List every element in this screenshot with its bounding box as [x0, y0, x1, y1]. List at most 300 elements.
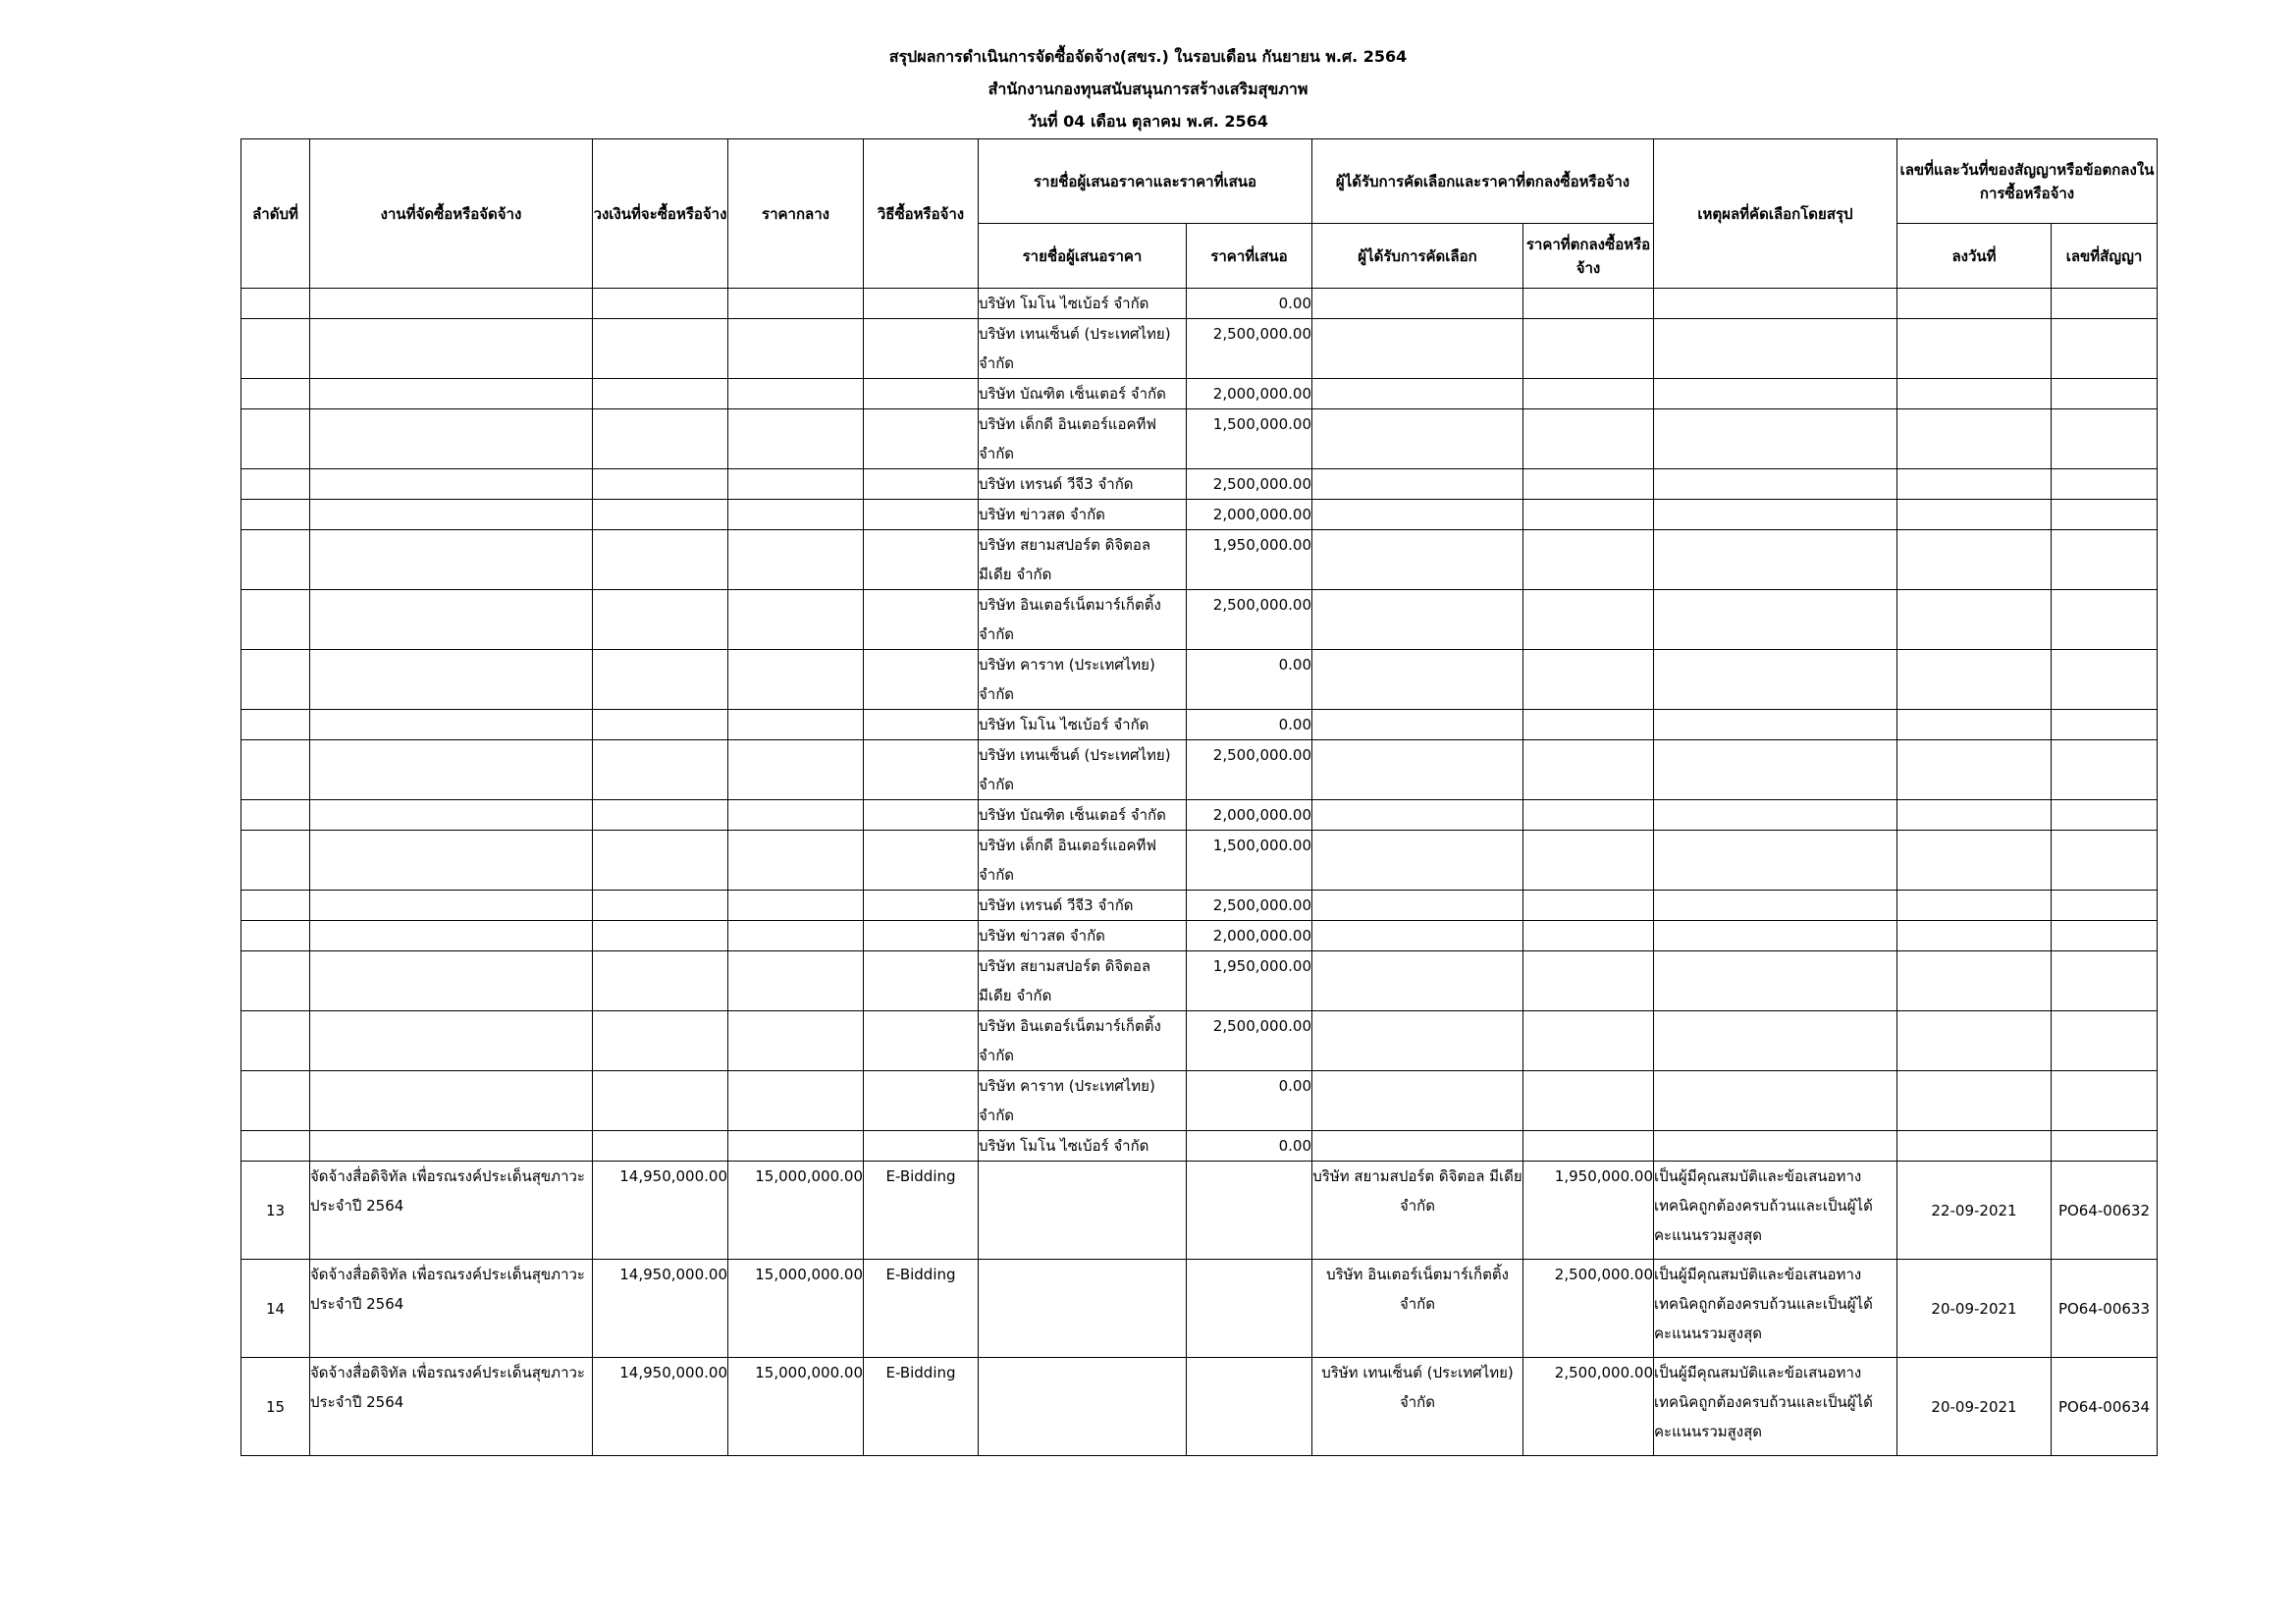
blank-cell [593, 740, 728, 800]
blank-cell [864, 409, 979, 469]
blank-cell [1897, 921, 2052, 951]
blank-cell [593, 409, 728, 469]
blank-cell [1897, 409, 2052, 469]
blank-cell [864, 379, 979, 409]
blank-cell [864, 469, 979, 500]
blank-cell [1312, 289, 1523, 319]
blank-cell [1523, 1071, 1654, 1131]
bidder-name: บริษัท ข่าวสด จำกัด [979, 921, 1187, 951]
bidder-row [241, 891, 2158, 921]
blank-cell [1654, 530, 1897, 590]
bid-price: 2,500,000.00 [1187, 891, 1312, 921]
blank-cell [864, 921, 979, 951]
bidder-row [241, 289, 2158, 319]
blank-cell [593, 500, 728, 530]
blank-cell [1897, 831, 2052, 891]
blank-cell [1897, 289, 2052, 319]
blank-cell [1897, 319, 2052, 379]
blank-cell [2052, 409, 2158, 469]
procurement-rows [241, 1162, 2158, 1456]
blank-cell [728, 409, 864, 469]
title-line-2: สำนักงานกองทุนสนับสนุนการสร้างเสริมสุขภาพ [988, 80, 1308, 98]
blank-cell [310, 921, 593, 951]
blank-cell [728, 831, 864, 891]
bidder-name: บริษัท โมโน ไซเบ้อร์ จำกัด [979, 710, 1187, 740]
blank-cell [2052, 740, 2158, 800]
budget-cell: 14,950,000.00 [593, 1358, 728, 1456]
date-cell: 20-09-2021 [1897, 1358, 2052, 1456]
blank-cell [593, 289, 728, 319]
blank-cell [310, 951, 593, 1011]
blank-cell [1312, 650, 1523, 710]
blank-cell [864, 500, 979, 530]
blank-cell [241, 1011, 310, 1071]
blank-cell [1523, 921, 1654, 951]
bidder-name: บริษัท โมโน ไซเบ้อร์ จำกัด [979, 289, 1187, 319]
blank-cell [1654, 921, 1897, 951]
reason-cell: เป็นผู้มีคุณสมบัติและข้อเสนอทางเทคนิคถูกต้องครบถ้วนและเป็นผู้ได้คะแนนรวมสูงสุด [1654, 1358, 1897, 1456]
blank-cell [1523, 710, 1654, 740]
blank-cell [1523, 831, 1654, 891]
blank-cell [310, 319, 593, 379]
bidder-blank-cell [979, 1260, 1187, 1358]
bidder-row [241, 740, 2158, 800]
blank-cell [728, 650, 864, 710]
blank-cell [241, 710, 310, 740]
blank-cell [1654, 951, 1897, 1011]
blank-cell [1897, 951, 2052, 1011]
work-cell: จัดจ้างสื่อดิจิทัล เพื่อรณรงค์ประเด็นสุขภาวะ ประจำปี 2564 [310, 1358, 593, 1456]
blank-cell [2052, 1131, 2158, 1162]
contract-no-cell: PO64-00634 [2052, 1358, 2158, 1456]
bidder-name: บริษัท บัณฑิต เซ็นเตอร์ จำกัด [979, 800, 1187, 831]
blank-cell [1312, 891, 1523, 921]
blank-cell [2052, 650, 2158, 710]
blank-cell [1654, 379, 1897, 409]
reason-cell: เป็นผู้มีคุณสมบัติและข้อเสนอทางเทคนิคถูกต้องครบถ้วนและเป็นผู้ได้คะแนนรวมสูงสุด [1654, 1162, 1897, 1260]
blank-cell [1523, 1131, 1654, 1162]
blank-cell [1523, 650, 1654, 710]
bid-price: 0.00 [1187, 650, 1312, 710]
bidder-row [241, 1131, 2158, 1162]
blank-cell [2052, 590, 2158, 650]
bidder-name: บริษัท อินเตอร์เน็ตมาร์เก็ตติ้ง จำกัด [979, 590, 1187, 650]
blank-cell [728, 1131, 864, 1162]
seq-cell: 15 [241, 1358, 310, 1456]
blank-cell [1312, 530, 1523, 590]
blank-cell [241, 650, 310, 710]
seq-cell: 14 [241, 1260, 310, 1358]
blank-cell [1897, 650, 2052, 710]
blank-cell [1523, 891, 1654, 921]
blank-cell [310, 590, 593, 650]
blank-cell [241, 530, 310, 590]
blank-cell [310, 1011, 593, 1071]
blank-cell [1654, 1011, 1897, 1071]
blank-cell [1654, 891, 1897, 921]
blank-cell [1312, 951, 1523, 1011]
blank-cell [1897, 530, 2052, 590]
bid-price: 1,950,000.00 [1187, 530, 1312, 590]
blank-cell [1523, 1011, 1654, 1071]
blank-cell [1312, 1131, 1523, 1162]
bid-price: 1,500,000.00 [1187, 831, 1312, 891]
blank-cell [1654, 650, 1897, 710]
document-titles [0, 43, 2296, 140]
blank-cell [310, 530, 593, 590]
bidder-row [241, 921, 2158, 951]
bid-price: 0.00 [1187, 1071, 1312, 1131]
bidder-row [241, 379, 2158, 409]
selected-cell: บริษัท เทนเซ็นต์ (ประเทศไทย) จำกัด [1312, 1358, 1523, 1456]
blank-cell [2052, 530, 2158, 590]
blank-cell [728, 1071, 864, 1131]
bidder-row [241, 409, 2158, 469]
blank-cell [1897, 1071, 2052, 1131]
blank-cell [2052, 831, 2158, 891]
method-cell: E-Bidding [864, 1358, 979, 1456]
bid-price: 2,500,000.00 [1187, 590, 1312, 650]
bid-price: 2,500,000.00 [1187, 469, 1312, 500]
bidder-name: บริษัท เทนเซ็นต์ (ประเทศไทย) จำกัด [979, 740, 1187, 800]
bidder-row [241, 590, 2158, 650]
blank-cell [1897, 1011, 2052, 1071]
bidder-name: บริษัท โมโน ไซเบ้อร์ จำกัด [979, 1131, 1187, 1162]
blank-cell [241, 740, 310, 800]
blank-cell [864, 1131, 979, 1162]
selected-cell: บริษัท สยามสปอร์ต ดิจิตอล มีเดีย จำกัด [1312, 1162, 1523, 1260]
blank-cell [593, 379, 728, 409]
bid-price: 1,950,000.00 [1187, 951, 1312, 1011]
blank-cell [593, 800, 728, 831]
bidder-row [241, 710, 2158, 740]
date-cell: 22-09-2021 [1897, 1162, 2052, 1260]
bidder-row [241, 1011, 2158, 1071]
blank-cell [864, 1011, 979, 1071]
title-line-1: สรุปผลการดำเนินการจัดซื้อจัดจ้าง(สขร.) ในรอบเดือน กันยายน พ.ศ. 2564 [888, 47, 1408, 66]
blank-cell [864, 951, 979, 1011]
blank-cell [593, 1011, 728, 1071]
blank-cell [1654, 740, 1897, 800]
blank-cell [1897, 891, 2052, 921]
bid-price: 2,500,000.00 [1187, 1011, 1312, 1071]
bidder-blank-cell [979, 1162, 1187, 1260]
blank-cell [1523, 409, 1654, 469]
blank-cell [593, 1071, 728, 1131]
bid-price: 2,500,000.00 [1187, 319, 1312, 379]
blank-cell [1897, 710, 2052, 740]
seq-cell: 13 [241, 1162, 310, 1260]
table-row [241, 1162, 2158, 1260]
bidder-name: บริษัท อินเตอร์เน็ตมาร์เก็ตติ้ง จำกัด [979, 1011, 1187, 1071]
blank-cell [728, 710, 864, 740]
blank-cell [310, 891, 593, 921]
blank-cell [1654, 1071, 1897, 1131]
header-budget: วงเงินที่จะซื้อหรือจ้าง [593, 139, 728, 289]
blank-cell [728, 800, 864, 831]
blank-cell [1523, 500, 1654, 530]
bid-price: 0.00 [1187, 1131, 1312, 1162]
blank-cell [1523, 951, 1654, 1011]
blank-cell [728, 891, 864, 921]
blank-cell [593, 710, 728, 740]
bidder-name: บริษัท เด็กดี อินเตอร์แอคทีฟ จำกัด [979, 831, 1187, 891]
blank-cell [1523, 740, 1654, 800]
header-median: ราคากลาง [728, 139, 864, 289]
blank-cell [864, 891, 979, 921]
price-blank-cell [1187, 1260, 1312, 1358]
blank-cell [1312, 921, 1523, 951]
blank-cell [728, 740, 864, 800]
header-bid-price: ราคาที่เสนอ [1187, 224, 1312, 289]
blank-cell [310, 740, 593, 800]
header-selected: ผู้ได้รับการคัดเลือก [1312, 224, 1523, 289]
blank-cell [1897, 800, 2052, 831]
date-cell: 20-09-2021 [1897, 1260, 2052, 1358]
bid-price: 2,000,000.00 [1187, 500, 1312, 530]
blank-cell [1312, 710, 1523, 740]
bidder-name: บริษัท คาราท (ประเทศไทย) จำกัด [979, 1071, 1187, 1131]
blank-cell [1654, 1131, 1897, 1162]
blank-cell [1654, 319, 1897, 379]
blank-cell [864, 590, 979, 650]
header-reason: เหตุผลที่คัดเลือกโดยสรุป [1654, 139, 1897, 289]
title-line-3: วันที่ 04 เดือน ตุลาคม พ.ศ. 2564 [1028, 112, 1268, 131]
contract-no-cell: PO64-00632 [2052, 1162, 2158, 1260]
blank-cell [864, 740, 979, 800]
blank-cell [593, 469, 728, 500]
blank-cell [728, 500, 864, 530]
selected-cell: บริษัท อินเตอร์เน็ตมาร์เก็ตติ้ง จำกัด [1312, 1260, 1523, 1358]
blank-cell [1897, 740, 2052, 800]
bid-price: 0.00 [1187, 710, 1312, 740]
blank-cell [241, 921, 310, 951]
bidder-name: บริษัท สยามสปอร์ต ดิจิตอล มีเดีย จำกัด [979, 530, 1187, 590]
bidder-row [241, 831, 2158, 891]
blank-cell [241, 289, 310, 319]
blank-cell [310, 1071, 593, 1131]
blank-cell [241, 831, 310, 891]
blank-cell [1523, 469, 1654, 500]
table-row [241, 1260, 2158, 1358]
blank-cell [864, 289, 979, 319]
blank-cell [310, 831, 593, 891]
blank-cell [1654, 831, 1897, 891]
blank-cell [728, 921, 864, 951]
blank-cell [593, 590, 728, 650]
median-cell: 15,000,000.00 [728, 1358, 864, 1456]
bidder-row [241, 319, 2158, 379]
bidder-row [241, 800, 2158, 831]
median-cell: 15,000,000.00 [728, 1162, 864, 1260]
bidder-name: บริษัท คาราท (ประเทศไทย) จำกัด [979, 650, 1187, 710]
blank-cell [593, 319, 728, 379]
blank-cell [1312, 590, 1523, 650]
bid-price: 2,000,000.00 [1187, 379, 1312, 409]
blank-cell [728, 590, 864, 650]
blank-cell [310, 650, 593, 710]
blank-cell [864, 319, 979, 379]
bid-price: 1,500,000.00 [1187, 409, 1312, 469]
bidder-name: บริษัท เทรนด์ วีจี3 จำกัด [979, 469, 1187, 500]
blank-cell [2052, 379, 2158, 409]
contract-no-cell: PO64-00633 [2052, 1260, 2158, 1358]
blank-cell [2052, 1071, 2158, 1131]
blank-cell [864, 710, 979, 740]
blank-cell [728, 469, 864, 500]
blank-cell [241, 590, 310, 650]
blank-cell [241, 800, 310, 831]
bidder-row [241, 500, 2158, 530]
blank-cell [1654, 590, 1897, 650]
bidder-name: บริษัท เด็กดี อินเตอร์แอคทีฟ จำกัด [979, 409, 1187, 469]
bidder-row [241, 530, 2158, 590]
blank-cell [2052, 1011, 2158, 1071]
blank-cell [310, 409, 593, 469]
header-date: ลงวันที่ [1897, 224, 2052, 289]
budget-cell: 14,950,000.00 [593, 1162, 728, 1260]
bidder-row [241, 469, 2158, 500]
header-contract-group: เลขที่และวันที่ของสัญญาหรือข้อตกลงในการซื้อหรือจ้าง [1897, 139, 2158, 224]
blank-cell [1654, 710, 1897, 740]
bidder-row [241, 1071, 2158, 1131]
agreed-price-cell: 2,500,000.00 [1523, 1260, 1654, 1358]
blank-cell [2052, 951, 2158, 1011]
blank-cell [2052, 891, 2158, 921]
blank-cell [1312, 469, 1523, 500]
blank-cell [2052, 319, 2158, 379]
blank-cell [1312, 1071, 1523, 1131]
bid-price: 2,000,000.00 [1187, 800, 1312, 831]
blank-cell [241, 409, 310, 469]
blank-cell [1523, 530, 1654, 590]
blank-cell [1654, 469, 1897, 500]
agreed-price-cell: 1,950,000.00 [1523, 1162, 1654, 1260]
method-cell: E-Bidding [864, 1162, 979, 1260]
blank-cell [1897, 500, 2052, 530]
blank-cell [864, 800, 979, 831]
blank-cell [1523, 319, 1654, 379]
blank-cell [864, 1071, 979, 1131]
blank-cell [1654, 289, 1897, 319]
blank-cell [1897, 1131, 2052, 1162]
bid-price: 0.00 [1187, 289, 1312, 319]
bid-price: 2,500,000.00 [1187, 740, 1312, 800]
blank-cell [2052, 469, 2158, 500]
blank-cell [593, 951, 728, 1011]
blank-cell [728, 319, 864, 379]
blank-cell [1312, 800, 1523, 831]
header-agreed-price: ราคาที่ตกลงซื้อหรือจ้าง [1523, 224, 1654, 289]
blank-cell [593, 530, 728, 590]
method-cell: E-Bidding [864, 1260, 979, 1358]
blank-cell [728, 1011, 864, 1071]
budget-cell: 14,950,000.00 [593, 1260, 728, 1358]
bidder-name: บริษัท เทนเซ็นต์ (ประเทศไทย) จำกัด [979, 319, 1187, 379]
header-selected-group: ผู้ได้รับการคัดเลือกและราคาที่ตกลงซื้อหรือจ้าง [1312, 139, 1654, 224]
bidder-name: บริษัท บัณฑิต เซ็นเตอร์ จำกัด [979, 379, 1187, 409]
blank-cell [1312, 500, 1523, 530]
blank-cell [310, 289, 593, 319]
blank-cell [864, 650, 979, 710]
blank-cell [2052, 289, 2158, 319]
blank-cell [1654, 409, 1897, 469]
blank-cell [1312, 1011, 1523, 1071]
blank-cell [310, 800, 593, 831]
blank-cell [728, 379, 864, 409]
bidder-name: บริษัท เทรนด์ วีจี3 จำกัด [979, 891, 1187, 921]
blank-cell [241, 951, 310, 1011]
agreed-price-cell: 2,500,000.00 [1523, 1358, 1654, 1456]
blank-cell [1523, 289, 1654, 319]
table-row [241, 1358, 2158, 1456]
blank-cell [593, 1131, 728, 1162]
blank-cell [310, 469, 593, 500]
blank-cell [1312, 379, 1523, 409]
blank-cell [1523, 379, 1654, 409]
work-cell: จัดจ้างสื่อดิจิทัล เพื่อรณรงค์ประเด็นสุขภาวะ ประจำปี 2564 [310, 1162, 593, 1260]
header-work: งานที่จัดซื้อหรือจัดจ้าง [310, 139, 593, 289]
blank-cell [864, 530, 979, 590]
blank-cell [310, 710, 593, 740]
bidder-list [241, 289, 2158, 1162]
procurement-table [240, 138, 2158, 1456]
blank-cell [2052, 921, 2158, 951]
blank-cell [241, 500, 310, 530]
median-cell: 15,000,000.00 [728, 1260, 864, 1358]
bidder-name: บริษัท ข่าวสด จำกัด [979, 500, 1187, 530]
blank-cell [241, 469, 310, 500]
blank-cell [1312, 831, 1523, 891]
header-method: วิธีซื้อหรือจ้าง [864, 139, 979, 289]
blank-cell [2052, 710, 2158, 740]
blank-cell [728, 951, 864, 1011]
blank-cell [310, 500, 593, 530]
blank-cell [241, 891, 310, 921]
blank-cell [241, 1071, 310, 1131]
blank-cell [728, 530, 864, 590]
header-bidder-name: รายชื่อผู้เสนอราคา [979, 224, 1187, 289]
blank-cell [241, 1131, 310, 1162]
blank-cell [310, 379, 593, 409]
header-contract-no: เลขที่สัญญา [2052, 224, 2158, 289]
blank-cell [310, 1131, 593, 1162]
header-seq: ลำดับที่ [241, 139, 310, 289]
blank-cell [1897, 379, 2052, 409]
blank-cell [241, 379, 310, 409]
blank-cell [864, 831, 979, 891]
blank-cell [593, 921, 728, 951]
bidder-blank-cell [979, 1358, 1187, 1456]
blank-cell [2052, 500, 2158, 530]
blank-cell [1312, 409, 1523, 469]
work-cell: จัดจ้างสื่อดิจิทัล เพื่อรณรงค์ประเด็นสุขภาวะ ประจำปี 2564 [310, 1260, 593, 1358]
blank-cell [1654, 500, 1897, 530]
blank-cell [2052, 800, 2158, 831]
blank-cell [1654, 800, 1897, 831]
header-bidders-group: รายชื่อผู้เสนอราคาและราคาที่เสนอ [979, 139, 1312, 224]
blank-cell [593, 650, 728, 710]
blank-cell [1523, 590, 1654, 650]
bid-price: 2,000,000.00 [1187, 921, 1312, 951]
blank-cell [1523, 800, 1654, 831]
blank-cell [728, 289, 864, 319]
bidder-row [241, 650, 2158, 710]
blank-cell [593, 891, 728, 921]
blank-cell [241, 319, 310, 379]
bidder-row [241, 951, 2158, 1011]
price-blank-cell [1187, 1162, 1312, 1260]
